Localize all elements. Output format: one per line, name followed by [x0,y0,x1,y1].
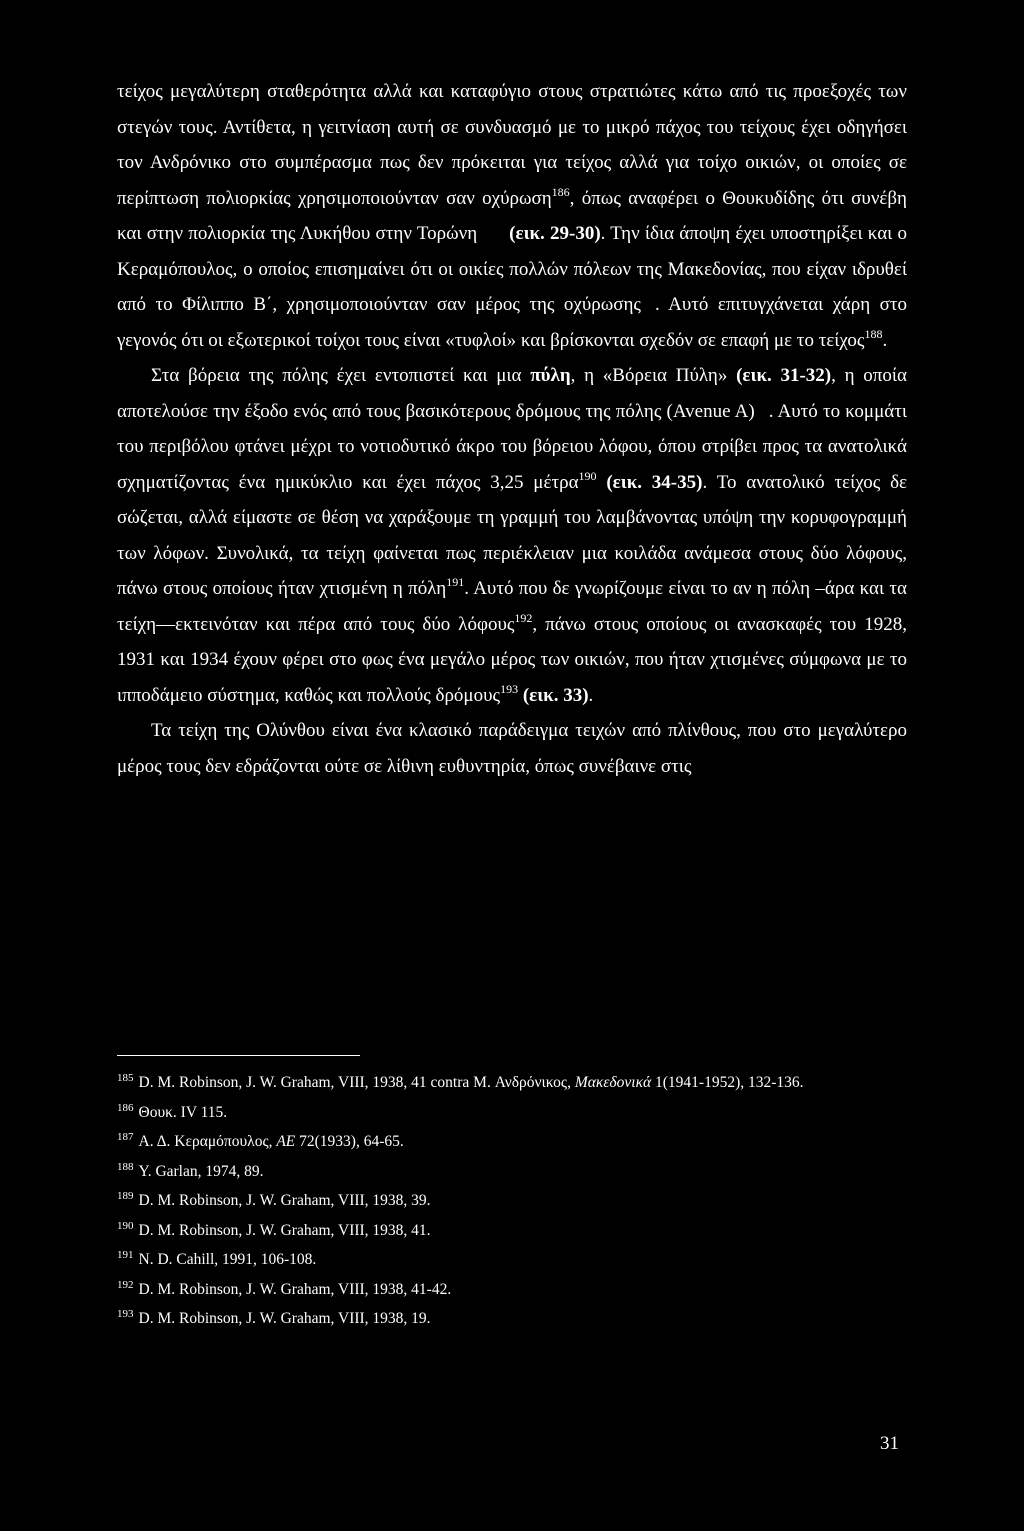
bold-term-gate: πύλη [530,365,571,386]
footnote-186: $^{186}$ Θουκ. IV 115. [117,1101,228,1121]
footnote-ref-190[interactable]: 190 [578,468,597,483]
text-run: . Την ίδια άποψη έχει υποστηρίξει και ο Κεραμόπουλος, ο οποίος επισημαίνει ότι οι οικίες πολλών πόλεων της Μακεδονίας, που είχαν ιδρυθεί από το Φίλιππο Β΄, χρησιμοποιούνταν σαν μέρος της οχύρωσης [117,223,907,315]
text-run: . [588,684,594,706]
footnote-ref-188[interactable]: 188 [864,326,883,341]
footnote-ref-193[interactable]: 193 [500,681,519,696]
figure-ref-31-32[interactable]: (εικ. 31-32) [736,365,832,386]
text-run: , η οποία αποτελούσε την έξοδο ενός από τους βασικότερους δρόμους της πόλης (Avenue A) [117,365,907,422]
body-text [117,74,907,784]
text-run: , όπως αναφέρει ο Θουκυδίδης ότι συνέβη και στην πολιορκία της Λυκήθου στην Τορώνη [117,187,907,244]
footnote-185: $^{185}$ D. M. Robinson, J. W. Graham, VIII, 1938, 41 contra M. Ανδρόνικος, Μακεδονικά 1(1941-1952), 132-136. [117,1072,804,1091]
text-run: . Αυτό επιτυγχάνεται χάρη στο γεγονός ότι οι εξωτερικοί τοίχοι τους είναι «τυφλοί» και βρίσκονται σχεδόν σε επαφή με το τείχος [117,294,908,351]
paragraph-3: Τα τείχη της Ολύνθου είναι ένα κλασικό παράδειγμα τειχών από πλίνθους, που στο μεγαλύτερο μέρος τους δεν εδράζονται ούτε σε λίθινη ευθυντηρία, όπως συνέβαινε στις [117,720,907,777]
footnotes [117,1068,907,1334]
footnote-190: $^{190}$ D. M. Robinson, J. W. Graham, VIII, 1938, 41. [117,1219,431,1239]
footnote-ref-192[interactable]: 192 [514,610,533,625]
footnote-193: $^{193}$ D. M. Robinson, J. W. Graham, VIII, 1938, 19. [117,1308,431,1327]
text-run: , πάνω στους οποίους οι ανασκαφές του 1928, 1931 και 1934 έχουν φέρει στο φως ένα μεγάλο μέρος των οικιών, που ήταν χτισμένες σύμφωνα με το ιπποδάμειο σύστημα, καθώς και πολλούς δρόμους [117,613,907,706]
paragraph-2 [117,358,907,713]
page-number: 31 [880,1433,899,1454]
figure-ref-33[interactable]: (εικ. 33) [522,684,589,706]
footnote-ref-191[interactable]: 191 [446,575,465,589]
text-run: . Το ανατολικό τείχος δε σώζεται, αλλά είμαστε σε θέση να χαράξουμε τη γραμμή του λαμβάνοντας υπόψη την κορυφογραμμή των λόφων. Συνολικά, τα τείχη φαίνεται πως περιέκλειαν μια κοιλάδα ανάμεσα στους δύο λόφους, πάνω στους οποίους ήταν χτισμένη η πόλη [117,471,908,599]
figure-ref-34-35[interactable]: (εικ. 34-35) [606,471,703,493]
footnote-192: $^{192}$ D. M. Robinson, J. W. Graham, VIII, 1938, 41-42. [117,1278,452,1298]
footnote-188: $^{188}$ Y. Garlan, 1974, 89. [117,1160,264,1180]
footnote-187: $^{187}$ Α. Δ. Κεραμόπουλος, ΑΕ 72(1933), 64-65. [117,1131,404,1150]
text-run: Στα βόρεια της πόλης έχει εντοπιστεί και μια [151,365,531,386]
text-run: . Αντίθετα, η γειτνίαση αυτή σε συνδυασμό με το μικρό πάχος του τείχους έχει οδηγήσει τον Ανδρόνικο στο συμπέρασμα πως δεν πρόκειται για τείχος αλλά για τοίχο οικιών, οι οποίες σε περίπτωση πολιορκίας χρησιμοποιούνταν σαν οχύρωση [117,116,907,209]
footnote-189: $^{189}$ D. M. Robinson, J. W. Graham, VIII, 1938, 39. [117,1190,431,1209]
footnote-separator [117,1055,360,1056]
figure-ref-29-30[interactable]: (εικ. 29-30) [509,223,601,244]
text-run: . Αυτό που δε γνωρίζουμε είναι το αν η πόλη –άρα και τα τείχη—εκτεινόταν και πέρα από τους δύο λόφους [117,578,907,635]
text-run: . [882,329,888,351]
footnote-ref-186[interactable]: 186 [551,184,570,199]
text-run: τείχος μεγαλύτερη σταθερότητα αλλά και καταφύγιο στους στρατιώτες κάτω από τις προεξοχές των στεγών τους [117,81,907,138]
text-run: , η «Βόρεια Πύλη» [570,365,737,386]
text-run: . Αυτό το κομμάτι του περιβόλου φτάνει μέχρι το νοτιοδυτικό άκρο του βόρειου λόφου, όπου στρίβει προς τα ανατολικά σχηματίζοντας ένα ημικύκλιο και έχει πάχος 3,25 μέτρα [117,400,907,493]
paragraph-1 [117,74,907,358]
footnote-191: $^{191}$ N. D. Cahill, 1991, 106-108. [117,1249,317,1268]
